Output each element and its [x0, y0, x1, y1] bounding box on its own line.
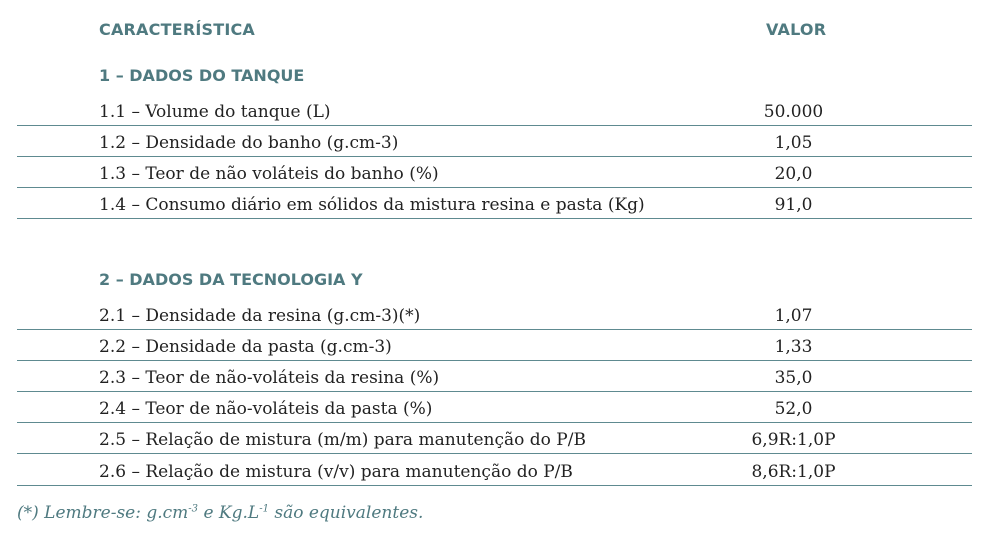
table-row — [17, 361, 972, 392]
row-label: 2.4 – Teor de não-voláteis da pasta (%) — [99, 399, 433, 419]
row-label: 1.3 – Teor de não voláteis do banho (%) — [99, 164, 439, 184]
section-title-tank-data: 1 – DADOS DO TANQUE — [99, 66, 305, 85]
row-value: 8,6R:1,0P — [751, 462, 836, 482]
table-row — [17, 423, 972, 454]
column-header-characteristic: CARACTERÍSTICA — [99, 20, 256, 39]
row-value: 20,0 — [774, 164, 813, 184]
row-label: 2.1 – Densidade da resina (g.cm-3)(*) — [99, 306, 421, 326]
row-value: 52,0 — [774, 399, 813, 419]
row-label: 2.3 – Teor de não-voláteis da resina (%) — [99, 368, 440, 388]
row-value: 1,05 — [774, 133, 813, 153]
row-value: 1,33 — [774, 337, 813, 357]
row-label: 1.2 – Densidade do banho (g.cm-3) — [99, 133, 399, 153]
table-row — [17, 95, 972, 126]
footnote-middle: e Kg.L — [198, 503, 260, 523]
table-row — [17, 392, 972, 423]
table-row — [17, 455, 972, 486]
table-row — [17, 188, 972, 219]
row-label: 1.1 – Volume do tanque (L) — [99, 102, 331, 122]
table-row — [17, 157, 972, 188]
row-label: 2.2 – Densidade da pasta (g.cm-3) — [99, 337, 392, 357]
footnote-suffix: são equivalentes. — [268, 503, 424, 523]
footnote — [17, 503, 423, 523]
table-row — [17, 330, 972, 361]
row-value: 6,9R:1,0P — [751, 430, 836, 450]
row-label: 2.6 – Relação de mistura (v/v) para manutenção do P/B — [99, 462, 573, 482]
row-value: 50.000 — [763, 102, 824, 122]
row-value: 35,0 — [774, 368, 813, 388]
section-title-technology-data: 2 – DADOS DA TECNOLOGIA Y — [99, 270, 363, 289]
footnote-superscript-l: -1 — [259, 503, 269, 515]
row-value: 1,07 — [774, 306, 813, 326]
row-label: 1.4 – Consumo diário em sólidos da mistura resina e pasta (Kg) — [99, 195, 645, 215]
column-header-value: VALOR — [766, 20, 827, 39]
table-row — [17, 299, 972, 330]
row-label: 2.5 – Relação de mistura (m/m) para manutenção do P/B — [99, 430, 586, 450]
footnote-prefix: (*) Lembre-se: g.cm — [17, 503, 189, 523]
table-row — [17, 126, 972, 157]
row-value: 91,0 — [774, 195, 813, 215]
footnote-superscript-cm: -3 — [188, 503, 199, 515]
